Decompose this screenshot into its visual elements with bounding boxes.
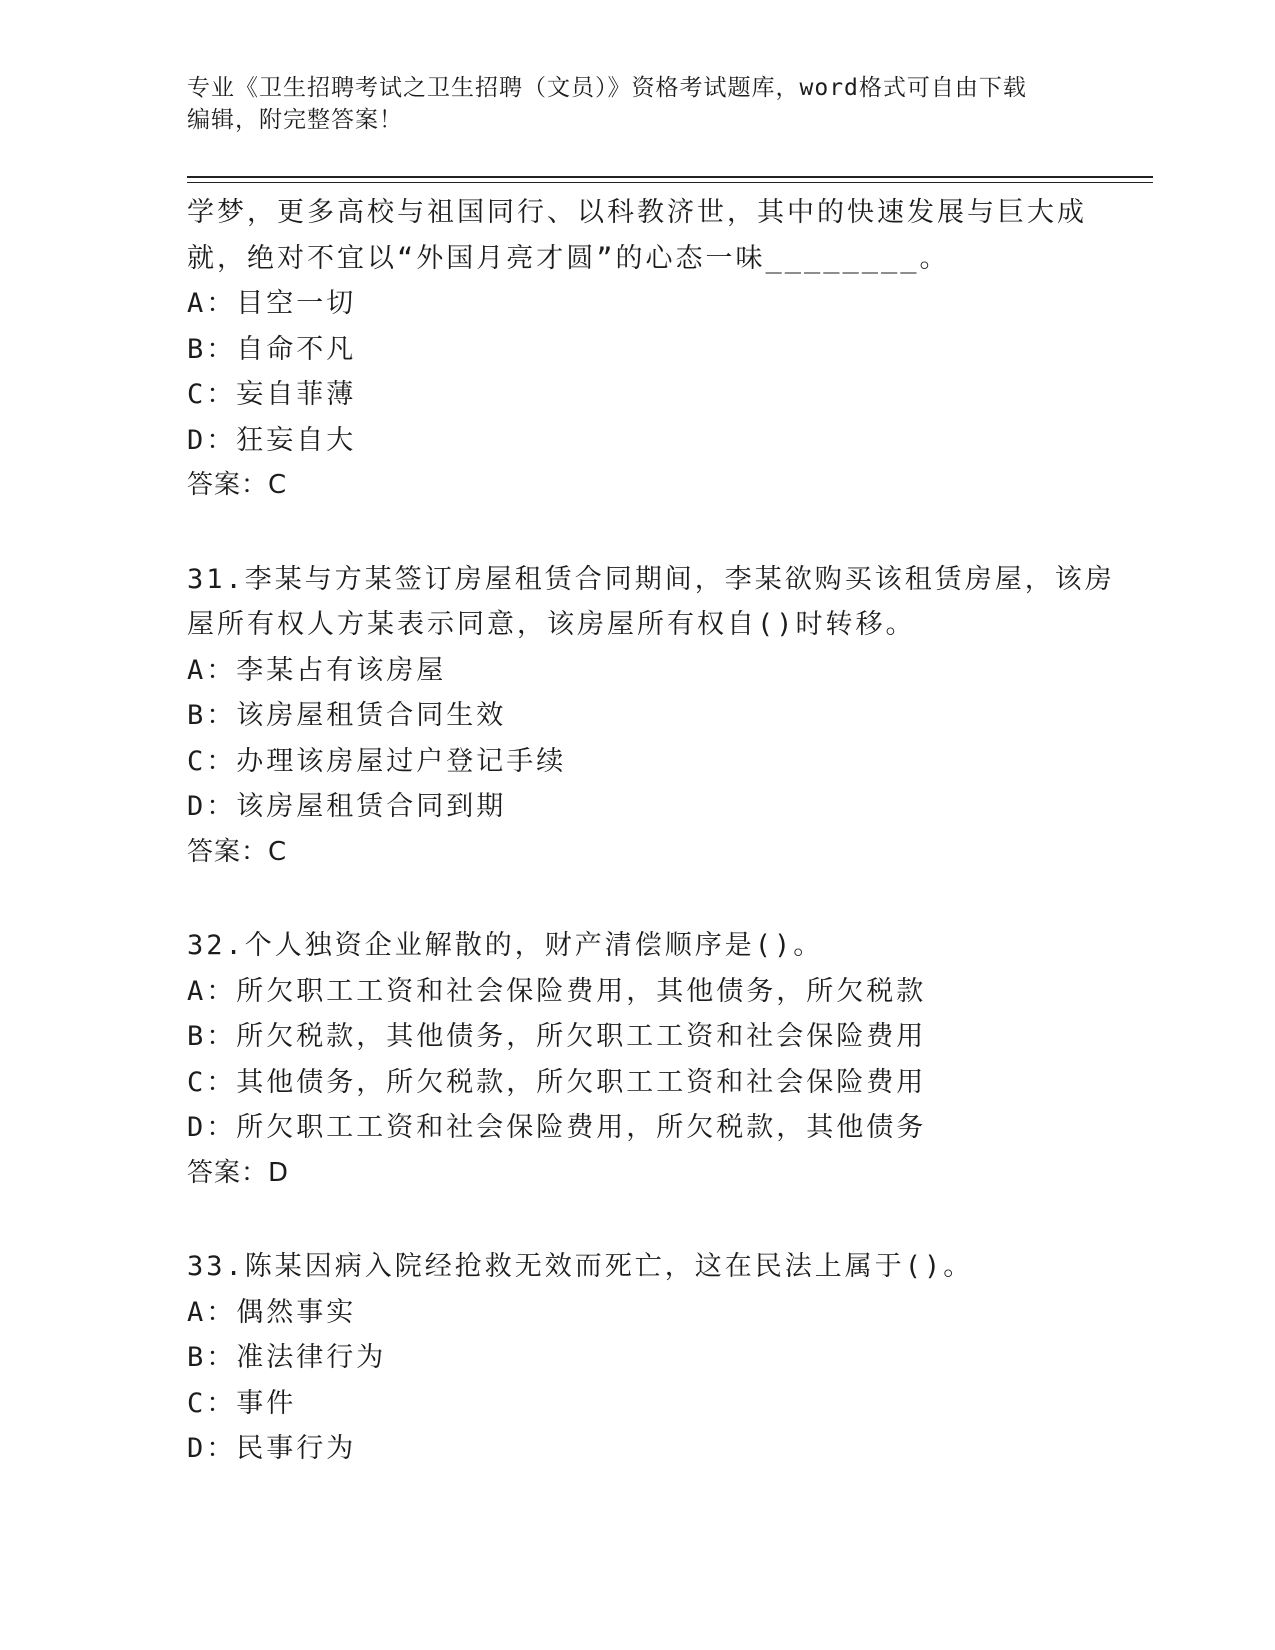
option-d: D：狂妄自大 <box>187 424 357 456</box>
answer-line: 答案：C <box>187 836 288 867</box>
spacer <box>187 509 1147 557</box>
question-block-32 <box>187 923 1147 1196</box>
question-stem-line: 31.李某与方某签订房屋租赁合同期间，李某欲购买该租赁房屋，该房 <box>187 563 1115 595</box>
option-b: B：该房屋租赁合同生效 <box>187 700 507 731</box>
option-c: C：其他债务，所欠税款，所欠职工工资和社会保险费用 <box>187 1066 927 1098</box>
option-d: D：该房屋租赁合同到期 <box>187 791 507 822</box>
option-c: C：办理该房屋过户登记手续 <box>187 745 567 777</box>
spacer <box>187 1196 1147 1244</box>
option-d: D：所欠职工工资和社会保险费用，所欠税款，其他债务 <box>187 1112 927 1143</box>
header-divider-thin <box>187 182 1153 183</box>
option-a: A：李某占有该房屋 <box>187 654 447 686</box>
spacer <box>187 875 1147 923</box>
question-stem-line: 33.陈某因病入院经抢救无效而死亡，这在民法上属于()。 <box>187 1251 974 1282</box>
question-block-31 <box>187 557 1147 876</box>
option-d: D：民事行为 <box>187 1433 357 1464</box>
document-header <box>187 72 1087 136</box>
question-block-continued <box>187 190 1147 509</box>
option-a: A：所欠职工工资和社会保险费用，其他债务，所欠税款 <box>187 975 927 1007</box>
answer-line: 答案：D <box>187 1157 290 1188</box>
option-b: B：所欠税款，其他债务，所欠职工工资和社会保险费用 <box>187 1021 927 1052</box>
question-stem-line: 32.个人独资企业解散的，财产清偿顺序是()。 <box>187 930 824 961</box>
option-a: A：偶然事实 <box>187 1296 357 1328</box>
header-line-2: 编辑，附完整答案！ <box>187 107 403 133</box>
question-stem-line: 学梦，更多高校与祖国同行、以科教济世，其中的快速发展与巨大成 <box>187 197 1087 228</box>
option-b: B：准法律行为 <box>187 1342 387 1373</box>
question-list <box>187 190 1147 1472</box>
answer-line: 答案：C <box>187 470 288 500</box>
question-block-33 <box>187 1244 1147 1472</box>
option-c: C：妄自菲薄 <box>187 379 357 410</box>
header-divider-thick <box>187 176 1153 178</box>
question-stem-line: 屋所有权人方某表示同意，该房屋所有权自()时转移。 <box>187 609 916 640</box>
option-c: C：事件 <box>187 1387 297 1419</box>
option-b: B：自命不凡 <box>187 333 357 365</box>
question-stem-line: 就，绝对不宜以“外国月亮才圆”的心态一味________。 <box>187 242 950 274</box>
header-line-1: 专业《卫生招聘考试之卫生招聘（文员）》资格考试题库，word格式可自由下载 <box>187 75 1027 101</box>
option-a: A：目空一切 <box>187 288 357 319</box>
